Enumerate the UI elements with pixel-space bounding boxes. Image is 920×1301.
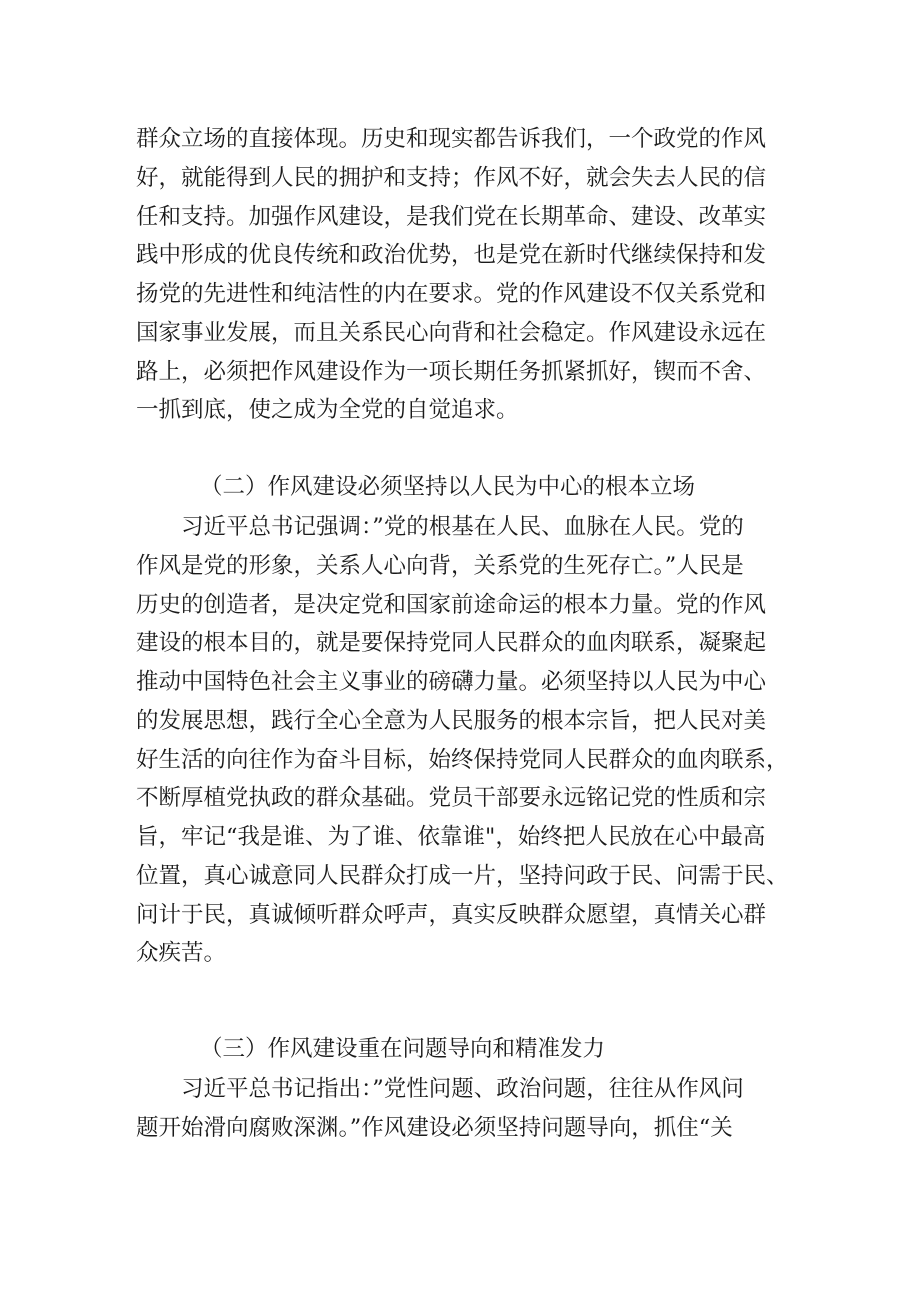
section-heading-2: （二）作风建设必须坚持以人民为中心的根本立场: [200, 474, 696, 500]
text-line: 扬党的先进性和纯洁性的内在要求。党的作风建设不仅关系党和: [136, 281, 767, 307]
text-line: 国家事业发展，而且关系民心向背和社会稳定。作风建设永远在: [136, 319, 767, 346]
text-line: 习近平总书记强调：”党的根基在人民、血脉在人民。党的: [181, 514, 744, 540]
text-line: 好生活的向往作为奋斗目标，始终保持党同人民群众的血肉联系，: [136, 746, 789, 773]
section-heading-3: （三）作风建设重在问题导向和精准发力: [200, 1036, 606, 1062]
text-line: 历史的创造者，是决定党和国家前途命运的根本力量。党的作风: [136, 591, 767, 618]
paragraph-2: [136, 508, 796, 973]
text-line: 群众立场的直接体现。历史和现实都告诉我们，一个政党的作风: [136, 126, 767, 152]
text-line: 旨，牢记“我是谁、为了谁、依靠谁"，始终把人民放在心中最高: [136, 824, 766, 850]
text-line: 践中形成的优良传统和政治优势，也是党在新时代继续保持和发: [136, 242, 767, 269]
paragraph-3: [136, 1070, 796, 1148]
text-line: 任和支持。加强作风建设，是我们党在长期革命、建设、改革实: [136, 203, 767, 230]
text-line: 好，就能得到人民的拥护和支持；作风不好，就会失去人民的信: [136, 164, 767, 191]
text-line: 众疾苦。: [136, 940, 227, 967]
text-line: 问计于民，真诚倾听群众呼声，真实反映群众愿望，真情关心群: [136, 901, 767, 928]
text-line: 一抓到底，使之成为全党的自觉追求。: [136, 397, 519, 424]
text-line: 路上，必须把作风建设作为一项长期任务抓紧抓好，锲而不舍、: [136, 358, 767, 385]
text-line: 位置，真心诚意同人民群众打成一片，坚持问政于民、问需于民、: [136, 862, 789, 889]
paragraph-1: [136, 120, 796, 430]
text-line: 的发展思想，践行全心全意为人民服务的根本宗旨，把人民对美: [136, 707, 767, 734]
text-line: 不断厚植党执政的群众基础。党员干部要永远铭记党的性质和宗: [136, 785, 767, 812]
text-line: 建设的根本目的，就是要保持党同人民群众的血肉联系，凝聚起: [136, 630, 767, 657]
text-line: 题开始滑向腐败深渊。”作风建设必须坚持问题导向，抓住“关: [136, 1114, 733, 1141]
text-line: 习近平总书记指出：”党性问题、政治问题，往往从作风问: [181, 1076, 744, 1102]
text-line: 作风是党的形象，关系人心向背，关系党的生死存亡。”人民是: [136, 552, 744, 579]
text-line: 推动中国特色社会主义事业的磅礴力量。必须坚持以人民为中心: [136, 669, 767, 695]
